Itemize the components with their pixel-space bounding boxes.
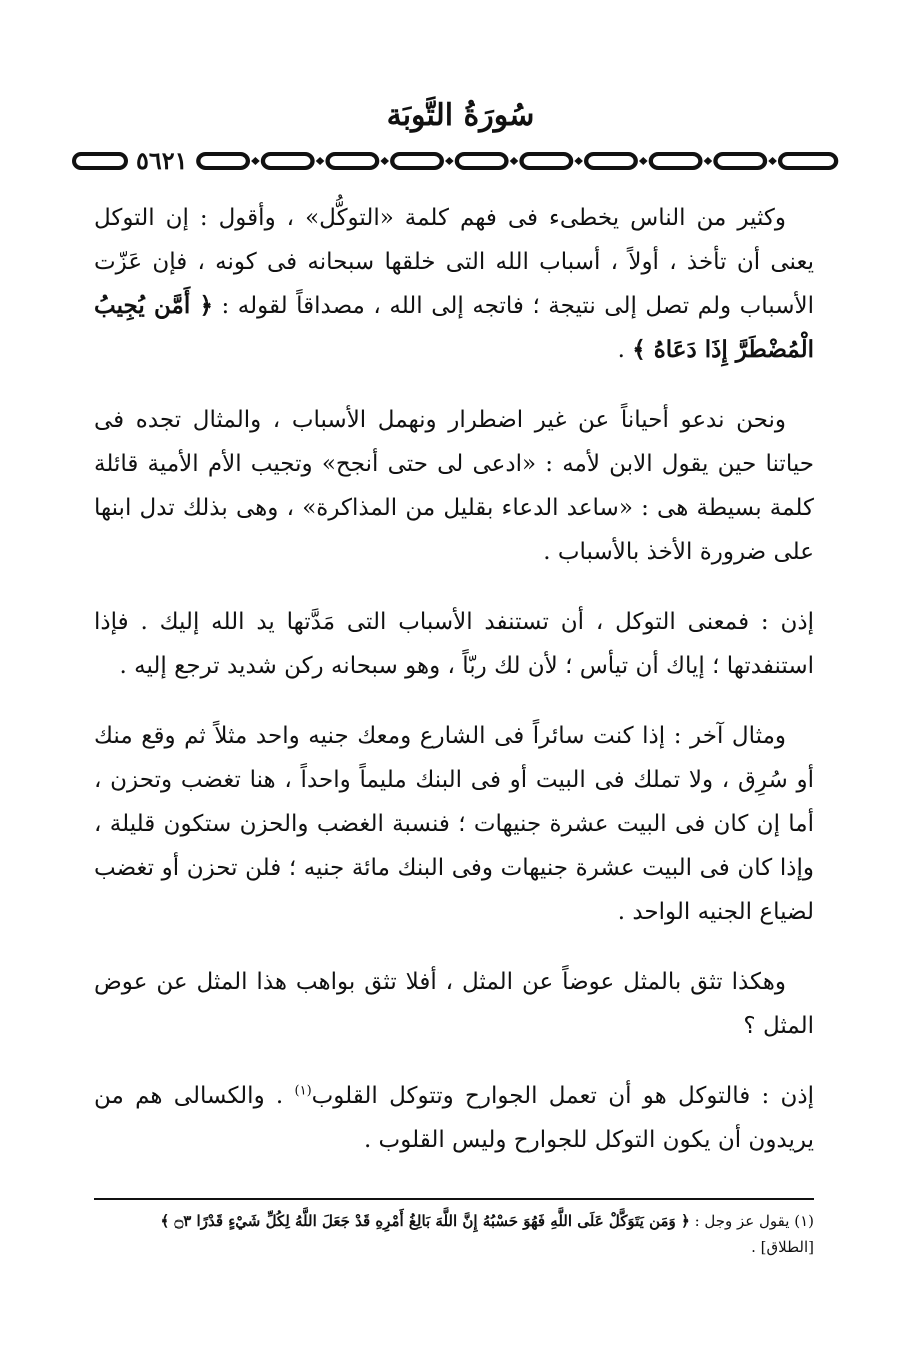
paragraph-5: وهكذا تثق بالمثل عوضاً عن المثل ، أفلا تثق بواهب هذا المثل عن عوض المثل ؟ [94, 969, 814, 1039]
paragraph-6 [94, 1074, 814, 1162]
paragraph-4: ومثال آخر : إذا كنت سائراً فى الشارع ومعك جنيه واحد مثلاً ثم وقع منك أو سُرِق ، ولا تملك فى البيت أو فى البنك مليماً واحداً ، هنا تغضب وتحزن ، أما إن كان فى البيت عشرة جنيهات ؛ فنسبة الغضب والحزن ستكون قليلة ، وإذا كان فى البيت عشرة جنيهات وفى البنك مائة جنيه ؛ فلن تحزن أو تغضب لضياع الجنيه الواحد . [94, 723, 814, 925]
footnote-source: [الطلاق] . [751, 1238, 814, 1256]
paragraph-text: . والكسالى هم من يريدون أن يكون التوكل للجوارح وليس القلوب . [94, 1083, 814, 1153]
footnote-divider [94, 1198, 814, 1200]
header-ornament-bar [70, 146, 840, 176]
paragraph-text: وكثير من الناس يخطىء فى فهم كلمة «التوكُّل» ، وأقول : إن التوكل يعنى أن تأخذ ، أولاً ، أسباب الله التى خلقها سبحانه فى كونه ، فإن عَزّت الأسباب ولم تصل إلى نتيجة ؛ فاتجه إلى الله ، مصداقاً لقوله : [94, 205, 815, 319]
ornament-chain-icon [194, 146, 840, 176]
paragraph-3: إذن : فمعنى التوكل ، أن تستنفد الأسباب التى مَدَّتها يد الله إليك . فإذا استنفدتها ؛ إياك أن تيأس ؛ لأن لك ربّاً ، وهو سبحانه ركن شديد ترجع إليه . [94, 609, 814, 679]
footnote-number: (١) [794, 1212, 814, 1230]
quran-verse: ﴿ أَمَّن يُجِيبُ الْمُضْطَرَّ إِذَا دَعَاهُ ﴾ [94, 292, 814, 363]
ornament-end-right [70, 146, 130, 176]
surah-title: سُورَةُ التَّوبَة [386, 98, 535, 133]
paragraph-text: إذن : فالتوكل هو أن تعمل الجوارح وتتوكل القلوب [311, 1083, 814, 1109]
paragraph-2: ونحن ندعو أحياناً عن غير اضطرار ونهمل الأسباب ، والمثال تجده فى حياتنا حين يقول الابن لأمه : «ادعى لى حتى أنجح» وتجيب الأم الأمية قائلة كلمة بسيطة هى : «ساعد الدعاء بقليل من المذاكرة» ، وهى بذلك تدل ابنها على ضرورة الأخذ بالأسباب . [94, 407, 814, 565]
footnote-intro: يقول عز وجل : [694, 1212, 790, 1230]
footnote-quran-verse: ﴿ وَمَن يَتَوَكَّلْ عَلَى اللَّهِ فَهُوَ حَسْبُهُ إِنَّ اللَّهَ بَالِغُ أَمْرِهِ قَدْ جَعَلَ اللَّهُ لِكُلِّ شَيْءٍ قَدْرًا ۝٣ ﴾ [160, 1212, 690, 1230]
paragraph-end: . [617, 337, 633, 363]
page-number: ٥٦٢١ [136, 146, 188, 175]
footnote-reference[interactable]: (١) [294, 1083, 312, 1099]
paragraph-1 [94, 196, 814, 372]
footnote [94, 1208, 814, 1260]
body-text [94, 196, 814, 1188]
